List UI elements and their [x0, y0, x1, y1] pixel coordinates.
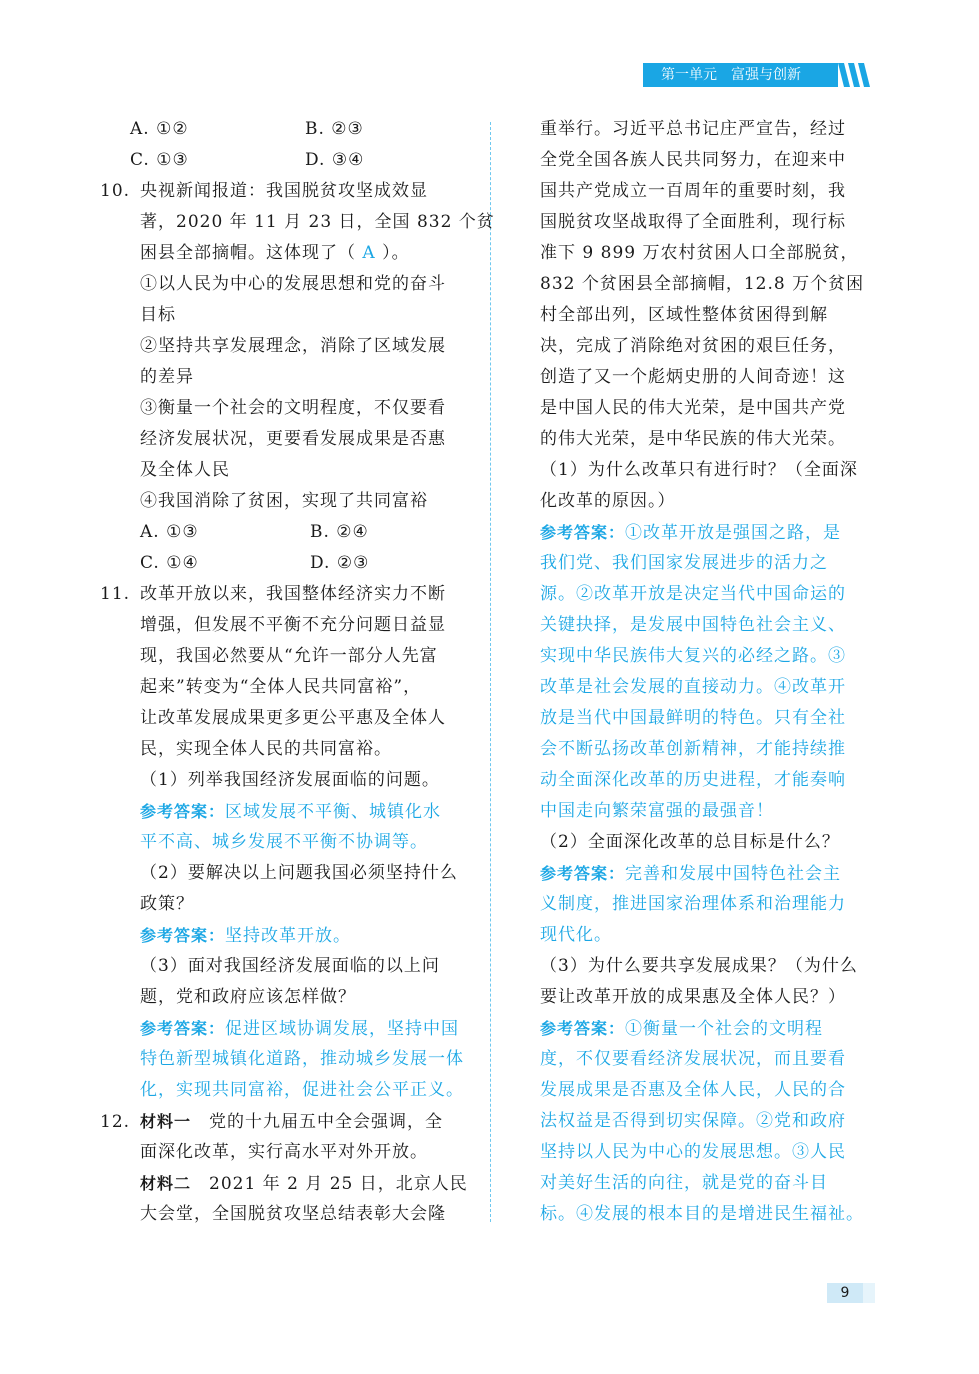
answer-text: 放是当代中国最鲜明的特色。只有全社	[540, 708, 846, 728]
option: B. ②③	[305, 119, 364, 139]
answer-text: 对美好生活的向往，就是党的奋斗目	[540, 1173, 828, 1193]
answer-text: 平不高、城乡发展不平衡不协调等。	[140, 832, 428, 852]
question-11	[100, 579, 480, 1106]
answer-label: 参考答案：	[140, 1019, 226, 1038]
material-text: 国脱贫攻坚战取得了全面胜利，现行标	[540, 212, 846, 232]
material-text: 是中国人民的伟大光荣，是中国共产党	[540, 398, 846, 418]
q9-options-row-2	[100, 145, 480, 176]
statement-item: 的差异	[140, 367, 194, 387]
left-column	[100, 114, 495, 1230]
option: D. ②③	[310, 553, 370, 573]
question-text: 让改革发展成果更多更公平惠及全体人	[140, 708, 446, 728]
answer-line	[100, 1013, 480, 1044]
material-text: 的伟大光荣，是中华民族的伟大光荣。	[540, 429, 846, 449]
question-text-line	[100, 238, 480, 269]
question-12	[100, 1106, 480, 1230]
filled-answer: A	[362, 243, 376, 263]
material-text: 国共产党成立一百周年的重要时刻，我	[540, 181, 846, 201]
answer-label: 参考答案：	[540, 864, 626, 883]
q10-options-row-1	[100, 517, 480, 548]
sub-question: 题，党和政府应该怎样做？	[140, 987, 356, 1007]
answer-text: 坚持以人民为中心的发展思想。③人民	[540, 1142, 846, 1162]
answer-text: 源。②改革开放是决定当代中国命运的	[540, 584, 846, 604]
sub-question: 要让改革开放的成果惠及全体人民？）	[540, 987, 846, 1007]
sub-question: （3）面对我国经济发展面临的以上问	[140, 956, 440, 976]
unit-title: 第一单元 富强与创新	[661, 67, 801, 83]
answer-text: 特色新型城镇化道路，推动城乡发展一体	[140, 1049, 464, 1069]
answer-text: 发展成果是否惠及全体人民，人民的合	[540, 1080, 846, 1100]
answer-text: 会不断弘扬改革创新精神，才能持续推	[540, 739, 846, 759]
header-stripes-decoration	[838, 63, 874, 87]
answer-text: 区域发展不平衡、城镇化水	[225, 802, 442, 822]
question-number: 12.	[100, 1112, 131, 1132]
q10-options-row-2	[100, 548, 480, 579]
question-number: 10.	[100, 181, 131, 201]
answer-text: 坚持改革开放。	[225, 926, 352, 946]
right-column	[540, 114, 876, 1230]
answer-text: 完善和发展中国特色社会主	[625, 864, 842, 884]
answer-text: 改革是社会发展的直接动力。④改革开	[540, 677, 846, 697]
answer-text: 义制度，推进国家治理体系和治理能力	[540, 894, 846, 914]
answer-line	[100, 920, 480, 951]
answer-label: 参考答案：	[140, 926, 226, 945]
answer-text: 化，实现共同富裕，促进社会公平正义。	[140, 1080, 464, 1100]
answer-text: 现代化。	[540, 925, 612, 945]
option: B. ②④	[310, 522, 369, 542]
sub-question: （3）为什么要共享发展成果？（为什么	[540, 956, 858, 976]
answer-line	[100, 796, 480, 827]
answer-line	[540, 517, 876, 548]
answer-text: ①衡量一个社会的文明程	[625, 1019, 824, 1039]
answer-text: 促进区域协调发展，坚持中国	[225, 1019, 460, 1039]
material-text: 832 个贫困县全部摘帽，12.8 万个贫困	[540, 274, 865, 294]
option: D. ③④	[305, 150, 365, 170]
answer-line	[540, 858, 876, 889]
sub-question: （2）要解决以上问题我国必须坚持什么	[140, 863, 458, 883]
question-text: 起来”转变为“全体人民共同富裕”，	[140, 677, 422, 697]
q9-options-row-1	[100, 114, 480, 145]
statement-item: ③衡量一个社会的文明程度，不仅要看	[140, 398, 446, 418]
material-text: 全党全国各族人民共同努力，在迎来中	[540, 150, 846, 170]
statement-item: ②坚持共享发展理念，消除了区域发展	[140, 336, 446, 356]
answer-line	[540, 1013, 876, 1044]
sub-question: （1）为什么改革只有进行时？（全面深	[540, 460, 858, 480]
sub-question: （2）全面深化改革的总目标是什么？	[540, 832, 840, 852]
column-divider	[490, 122, 491, 1222]
answer-text: 法权益是否得到切实保障。②党和政府	[540, 1111, 846, 1131]
material-text: 重举行。习近平总书记庄严宣告，经过	[540, 119, 846, 139]
question-text: 增强，但发展不平衡不充分问题日益显	[140, 615, 446, 635]
material-text: 2021 年 2 月 25 日，北京人民	[191, 1174, 468, 1194]
material-label: 材料一	[140, 1112, 192, 1131]
answer-text: 关键抉择，是发展中国特色社会主义、	[540, 615, 846, 635]
material-text: 决，完成了消除绝对贫困的艰巨任务，	[540, 336, 846, 356]
statement-item: ④我国消除了贫困，实现了共同富裕	[140, 491, 428, 511]
answer-text: 度，不仅要看经济发展状况，而且要看	[540, 1049, 846, 1069]
question-text: 央视新闻报道：我国脱贫攻坚成效显	[140, 181, 428, 201]
answer-label: 参考答案：	[540, 523, 626, 542]
statement-item: 及全体人民	[140, 460, 230, 480]
unit-header	[643, 63, 838, 87]
question-text: 现，我国必然要从“允许一部分人先富	[140, 646, 438, 666]
option: A. ①③	[140, 522, 199, 542]
question-text: ）。	[382, 243, 410, 263]
page-number-tab-decoration	[863, 1283, 875, 1303]
material-text: 创造了又一个彪炳史册的人间奇迹！这	[540, 367, 846, 387]
page-number: 9	[827, 1283, 863, 1303]
question-10	[100, 176, 495, 579]
answer-text: 中国走向繁荣富强的最强音！	[540, 801, 774, 821]
material-text: 大会堂，全国脱贫攻坚总结表彰大会隆	[140, 1204, 446, 1224]
answer-text: ①改革开放是强国之路，是	[625, 523, 842, 543]
statement-item: 目标	[140, 305, 176, 325]
material-text: 准下 9 899 万农村贫困人口全部脱贫，	[540, 243, 859, 263]
question-number: 11.	[100, 584, 131, 604]
question-text: 困县全部摘帽。这体现了（	[140, 243, 356, 263]
statement-item: 经济发展状况，更要看发展成果是否惠	[140, 429, 446, 449]
question-text: 民，实现全体人民的共同富裕。	[140, 739, 392, 759]
question-text: 著，2020 年 11 月 23 日，全国 832 个贫	[140, 212, 495, 232]
answer-text: 标。④发展的根本目的是增进民生福祉。	[540, 1204, 864, 1224]
statement-item: ①以人民为中心的发展思想和党的奋斗	[140, 274, 446, 294]
material-text: 村全部出列，区域性整体贫困得到解	[540, 305, 828, 325]
material-text: 党的十九届五中全会强调，全	[191, 1112, 444, 1132]
option: A. ①②	[130, 119, 189, 139]
sub-question: （1）列举我国经济发展面临的问题。	[140, 770, 440, 790]
answer-text: 实现中华民族伟大复兴的必经之路。③	[540, 646, 846, 666]
sub-question: 政策？	[140, 894, 194, 914]
material-text: 面深化改革，实行高水平对外开放。	[140, 1142, 428, 1162]
sub-question: 化改革的原因。）	[540, 491, 676, 511]
answer-label: 参考答案：	[540, 1019, 626, 1038]
answer-label: 参考答案：	[140, 802, 226, 821]
option: C. ①④	[140, 553, 199, 573]
option: C. ①③	[130, 150, 189, 170]
question-text: 改革开放以来，我国整体经济实力不断	[140, 584, 446, 604]
answer-text: 我们党、我们国家发展进步的活力之	[540, 553, 828, 573]
material-label: 材料二	[140, 1174, 192, 1193]
answer-text: 动全面深化改革的历史进程，才能奏响	[540, 770, 846, 790]
